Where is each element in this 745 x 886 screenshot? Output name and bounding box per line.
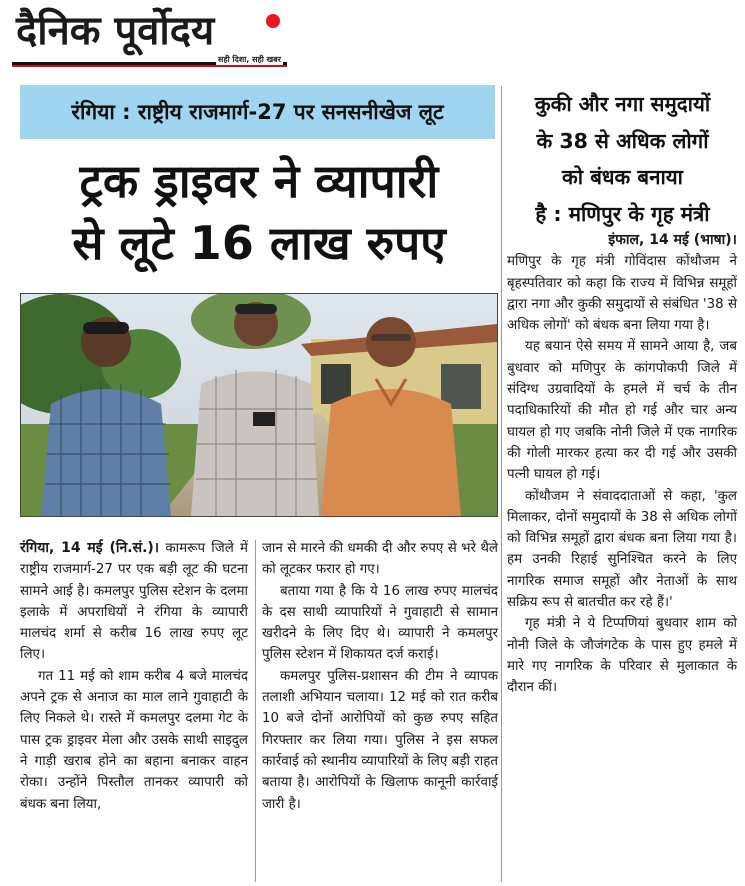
headline-line: से लूटे 16 लाख रुपए [72, 216, 446, 270]
column-divider [255, 540, 256, 882]
side-headline-line: है : मणिपुर के गृह मंत्री [535, 201, 710, 226]
side-paragraph: कोंथौजम ने संवाददाताओं से कहा, 'कुल मिलाकर, दोनों समुदायों के 38 से अधिक लोगों को विभिन्न समूहों द्वारा बंधक बना लिया गया है। हम उनकी रिहाई सुनिश्चित करने के लिए नागरिक समाज समूहों और नेताओं के साथ सक्रिय रूप से बातचीत कर रहे हैं।' [507, 488, 737, 611]
side-paragraph: यह बयान ऐसे समय में सामने आया है, जब बुधवार को मणिपुर के कांगपोकपी जिले में संदिग्ध उग्रवादियों के हमले में चर्च के तीन पदाधिकारियों की मौत हो गई और चार अन्य घायल हो गए जबकि नोनी जिले में एक नागरिक की गोली मारकर हत्या कर दी गई और उसकी पत्नी घायल हो गई। [507, 339, 737, 483]
story-paragraph: जान से मारने की धमकी दी और रुपए से भरे थैले को लूटकर फरार हो गए। [262, 541, 498, 578]
story-kicker: रंगिया : राष्ट्रीय राजमार्ग-27 पर सनसनीखेज लूट [20, 85, 495, 139]
side-paragraph: मणिपुर के गृह मंत्री गोविंदास कोंथौजम ने बृहस्पतिवार को कहा कि राज्य में विभिन्न समूहों द्वारा नगा और कुकी समुदायों से संबंधित '38 से अधिक लोगों' को बंधक बना लिया गया है। [507, 254, 737, 334]
side-headline-line: कुकी और नगा समुदायों [534, 92, 711, 116]
side-paragraph: गृह मंत्री ने ये टिप्पणियां बुधवार शाम को नोनी जिले के जौजंगटेक के पास हुए हमले में मारे गए नागरिक के परिवार से मुलाकात के दौरान कीं। [507, 616, 737, 696]
story-column-1 [20, 538, 248, 815]
newspaper-logo: दैनिक पूर्वोदय [16, 7, 215, 54]
story-paragraph [20, 538, 248, 666]
side-headline-line: के 38 से अधिक लोगों [536, 128, 709, 153]
story-text: कामरूप जिले में राष्ट्रीय राजमार्ग-27 पर एक बड़ी लूट की घटना सामने आई है। कमलपुर पुलिस स्टेशन के दलमा इलाके में अपराधियों ने रंगिया के व्यापारी मालचंद शर्मा से करीब 16 लाख रुपए लूट लिए। [20, 541, 249, 663]
side-dateline: इंफाल, 14 मई (भाषा)। [608, 232, 737, 248]
three-men-photo [21, 294, 497, 516]
story-paragraph: कमलपुर पुलिस-प्रशासन की टीम ने व्यापक तलाशी अभियान चलाया। 12 मई को रात करीब 10 बजे दोनों आरोपियों को कुछ रुपए सहित गिरफ्तार कर लिया गया। पुलिस ने इस सफल कार्रवाई को स्थानीय व्यापारियों के लिए बड़ी राहत बताया है। आरोपियों के खिलाफ कानूनी कार्रवाई जारी है। [262, 668, 498, 812]
side-story-body [507, 230, 737, 699]
main-headline [20, 150, 498, 274]
logo-dot-icon [266, 14, 280, 28]
masthead-tagline: सही दिशा, सही खबर [217, 55, 281, 64]
story-column-2 [262, 538, 498, 815]
story-paragraph: बताया गया है कि ये 16 लाख रुपए मालचंद के दस साथी व्यापारियों ने गुवाहाटी से सामान खरीदने के लिए दिए थे। व्यापारी ने कमलपुर पुलिस स्टेशन में शिकायत दर्ज कराई। [262, 583, 498, 663]
masthead [12, 6, 287, 74]
column-divider [501, 86, 502, 882]
headline-line: ट्रक ड्राइवर ने व्यापारी [79, 154, 439, 208]
side-headline [505, 86, 740, 232]
side-headline-line: को बंधक बनाया [562, 165, 683, 189]
story-paragraph: गत 11 मई को शाम करीब 4 बजे मालचंद अपने ट्रक से अनाज का माल लाने गुवाहाटी के लिए निकले थे। रास्ते में कमलपुर दलमा गेट के पास ट्रक ड्राइवर मेला और उसके साथी साइदुल ने गाड़ी खराब होने का बहाना बनाकर वाहन रोका। उन्होंने पिस्तौल तानकर व्यापारी को बंधक बना लिया, [20, 668, 248, 812]
story-dateline: रंगिया, 14 मई (नि.सं.)। [20, 540, 160, 556]
masthead-red-rule [12, 65, 287, 67]
news-photo [20, 293, 498, 517]
